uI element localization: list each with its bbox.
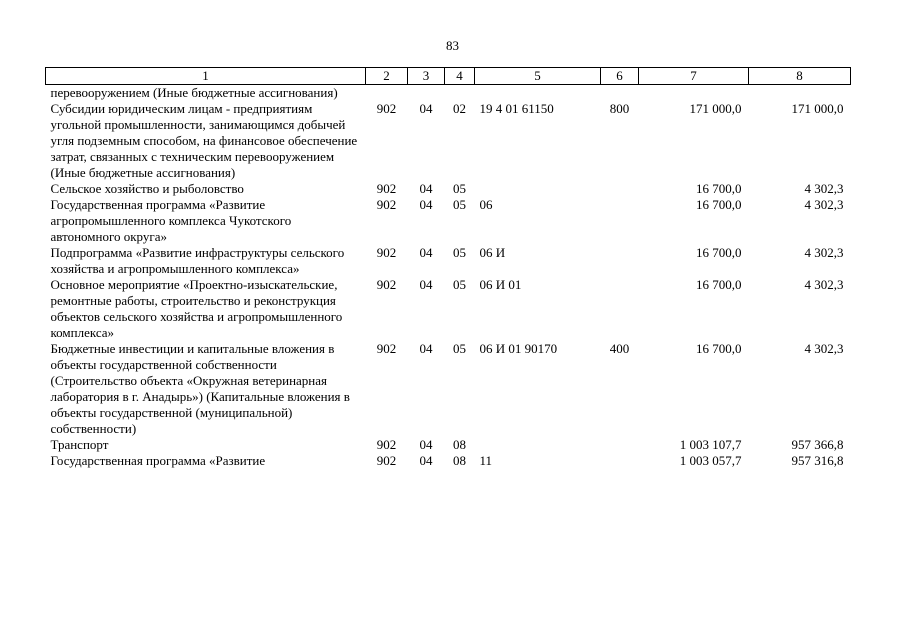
amount-col8-cell: 957 316,8 xyxy=(791,453,844,468)
table-row xyxy=(46,277,851,341)
expense-type-cell: 800 xyxy=(609,101,630,116)
amount-col7-cell: 16 700,0 xyxy=(696,245,742,260)
row-name-cell: Основное мероприятие «Проектно-изыскательские, ремонтные работы, строительство и реконструкция объектов сельского хозяйства и агропромышленного комплекса» xyxy=(50,277,343,340)
target-article-cell xyxy=(475,85,601,102)
section-cell xyxy=(408,85,445,102)
table-row xyxy=(46,181,851,197)
amount-col7-cell: 16 700,0 xyxy=(696,197,742,212)
admin-code-cell: 902 xyxy=(376,197,397,212)
table-row xyxy=(46,85,851,102)
subsection-cell: 05 xyxy=(453,181,466,196)
subsection-cell: 05 xyxy=(453,341,466,356)
table-row xyxy=(46,245,851,277)
subsection-cell: 02 xyxy=(453,101,466,116)
section-cell: 04 xyxy=(419,245,433,260)
target-article-cell: 19 4 01 61150 xyxy=(479,101,554,116)
table-header xyxy=(46,68,851,85)
amount-col8-cell: 171 000,0 xyxy=(791,101,844,116)
table-row xyxy=(46,437,851,453)
section-cell: 04 xyxy=(419,341,433,356)
column-header: 5 xyxy=(475,68,601,85)
expense-type-cell xyxy=(601,277,639,341)
admin-code-cell: 902 xyxy=(376,277,397,292)
amount-col8-cell: 4 302,3 xyxy=(804,197,844,212)
expense-type-cell xyxy=(601,453,639,469)
expense-type-cell xyxy=(601,437,639,453)
subsection-cell: 05 xyxy=(453,197,466,212)
amount-col8-cell: 4 302,3 xyxy=(804,245,844,260)
row-name-cell: Субсидии юридическим лицам - предприятиям угольной промышленности, занимающимся добычей угля подземным способом, на финансовое обеспечение затрат, связанных с техническим перевооружением (Иные бюджетные ассигнования) xyxy=(50,101,358,180)
row-name-cell: Бюджетные инвестиции и капитальные вложения в объекты государственной собственности (Строительство объекта «Окружная ветеринарная лаборатория в г. Анадырь») (Капитальные вложения в объекты государственной (муниципальной) собственности) xyxy=(50,341,350,436)
subsection-cell: 05 xyxy=(453,277,466,292)
admin-code-cell: 902 xyxy=(376,245,397,260)
column-header: 4 xyxy=(445,68,475,85)
section-cell: 04 xyxy=(419,277,433,292)
column-header: 2 xyxy=(366,68,408,85)
amount-col8-cell: 957 366,8 xyxy=(791,437,844,452)
target-article-cell: 06 xyxy=(479,197,493,212)
row-name-cell: Государственная программа «Развитие xyxy=(50,453,266,468)
table-row xyxy=(46,453,851,469)
target-article-cell: 06 И 01 90170 xyxy=(479,341,558,356)
amount-col7-cell: 16 700,0 xyxy=(696,341,742,356)
amount-col8-cell: 4 302,3 xyxy=(804,341,844,356)
section-cell: 04 xyxy=(419,101,433,116)
table-row xyxy=(46,101,851,181)
row-name-cell: Транспорт xyxy=(50,437,109,452)
column-header: 1 xyxy=(46,68,366,85)
header-row xyxy=(46,68,851,85)
table-row xyxy=(46,341,851,437)
amount-col7-cell: 16 700,0 xyxy=(696,277,742,292)
amount-col7-cell: 16 700,0 xyxy=(696,181,742,196)
target-article-cell xyxy=(475,437,601,453)
expense-type-cell: 400 xyxy=(609,341,630,356)
column-header: 7 xyxy=(639,68,749,85)
amount-col8-cell xyxy=(749,85,851,102)
column-header: 3 xyxy=(408,68,445,85)
expense-type-cell xyxy=(601,85,639,102)
row-name-cell: Сельское хозяйство и рыболовство xyxy=(50,181,244,196)
column-header: 8 xyxy=(749,68,851,85)
budget-table xyxy=(45,67,851,469)
admin-code-cell: 902 xyxy=(376,437,397,452)
admin-code-cell: 902 xyxy=(376,453,397,468)
amount-col8-cell: 4 302,3 xyxy=(804,277,844,292)
amount-col7-cell xyxy=(639,85,749,102)
page-number: 83 xyxy=(446,38,459,53)
target-article-cell xyxy=(475,181,601,197)
section-cell: 04 xyxy=(419,197,433,212)
target-article-cell: 06 И xyxy=(479,245,506,260)
admin-code-cell xyxy=(366,85,408,102)
row-name-cell: перевооружением (Иные бюджетные ассигнования) xyxy=(50,85,338,100)
column-header: 6 xyxy=(601,68,639,85)
amount-col7-cell: 1 003 057,7 xyxy=(679,453,742,468)
subsection-cell: 08 xyxy=(453,437,466,452)
row-name-cell: Государственная программа «Развитие агропромышленного комплекса Чукотского автономного округа» xyxy=(50,197,292,244)
subsection-cell xyxy=(445,85,475,102)
admin-code-cell: 902 xyxy=(376,101,397,116)
section-cell: 04 xyxy=(419,437,433,452)
table-row xyxy=(46,197,851,245)
expense-type-cell xyxy=(601,245,639,277)
amount-col7-cell: 171 000,0 xyxy=(689,101,742,116)
target-article-cell: 06 И 01 xyxy=(479,277,522,292)
admin-code-cell: 902 xyxy=(376,341,397,356)
expense-type-cell xyxy=(601,197,639,245)
row-name-cell: Подпрограмма «Развитие инфраструктуры сельского хозяйства и агропромышленного комплекса» xyxy=(50,245,345,276)
section-cell: 04 xyxy=(419,453,433,468)
subsection-cell: 05 xyxy=(453,245,466,260)
target-article-cell: 11 xyxy=(479,453,493,468)
expense-type-cell xyxy=(601,181,639,197)
section-cell: 04 xyxy=(419,181,433,196)
amount-col8-cell: 4 302,3 xyxy=(804,181,844,196)
admin-code-cell: 902 xyxy=(376,181,397,196)
amount-col7-cell: 1 003 107,7 xyxy=(679,437,742,452)
subsection-cell: 08 xyxy=(453,453,466,468)
table-body xyxy=(46,85,851,470)
